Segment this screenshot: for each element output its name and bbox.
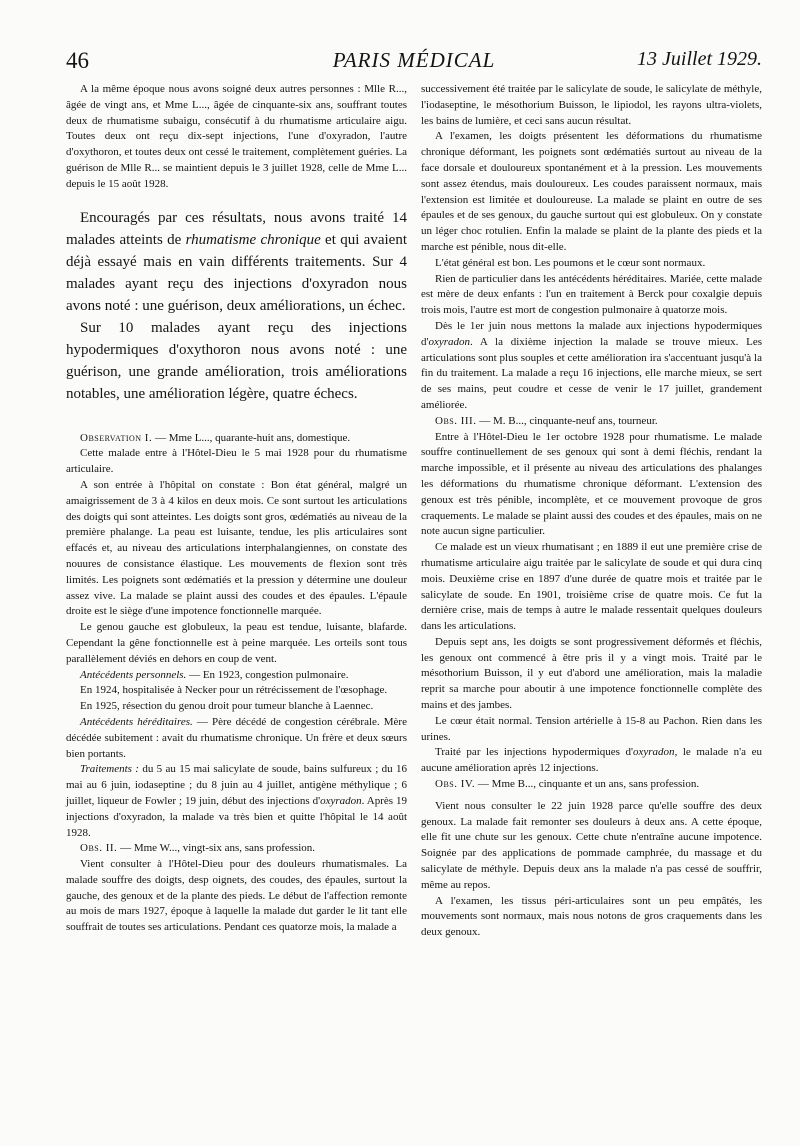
two-column-body [66, 82, 762, 941]
paragraph: Ce malade est un vieux rhumatisant ; en 1889 il eut une première crise de rhumatisme articulaire aigu traitée par le salicylate de soude et qui dura cinq mois. Deuxième crise en 1897 d'une durée de quatre mois et traitée par le salicylate de soude. En 1901, troisième crise de quatre mois. Ce fut la dernière crise, mais de temps à autre le malade ressentait quelques douleurs dans les articulations. [421, 541, 762, 633]
intro-paragraph: A la même époque nous avons soigné deux autres personnes : Mlle R..., âgée de vingt ans, et Mme L..., âgée de cinquante-six ans, souffrant toutes deux de rhumatisme subaigu, consécutif à du rhumatisme articulaire aigu. Toutes deux ont reçu dix-sept injections, l'une d'oxyradon, l'autre d'oxythoron, et toutes deux ont cessé le traitement, complètement guéries. La guérison de Mlle R... se maintient depuis le 3 juillet 1928, celle de Mme L... depuis le 15 août 1928. [66, 83, 407, 190]
antecedents-personnels: Antécédents personnels. — En 1923, congestion pulmonaire. [80, 668, 349, 681]
issue-date: 13 Juillet 1929. [637, 48, 762, 70]
paragraph: Cette malade entre à l'Hôtel-Dieu le 5 mai 1928 pour du rhumatisme articulaire. [66, 447, 407, 476]
summary-paragraph-1: Encouragés par ces résultats, nous avons traité 14 malades atteints de rhumatisme chronique et qui avaient déjà essayé mais en vain différents traitements. Sur 4 malades ayant reçu des injections d'oxyradon nous avons noté : une guérison, deux améliorations, un échec. [66, 209, 407, 314]
paragraph: Vient consulter à l'Hôtel-Dieu pour des douleurs rhumatismales. La malade souffre des doigts, desp oignets, des coudes, des épaules, surtout la gauche, des genoux et de la plante des pieds. Le début de l'affection remonte au mois de mars 1927, époque à laquelle la malade dut garder le lit tant elle souffrait de toutes ses articulations. Pendant ces quatorze mois, la malade a [66, 858, 407, 934]
paragraph: Depuis sept ans, les doigts se sont progressivement déformés et fléchis, les genoux ont commencé à être pris il y a vingt mois. Traité par le mésothorium Buisson, il y eut d'abord une amélioration, mais la maladie reprit sa marche pour aboutir à une impotence fonctionnelle complète des mains et des jambes. [421, 635, 762, 712]
left-column [66, 82, 407, 941]
right-column [421, 82, 762, 941]
paragraph: A l'examen, les tissus péri-articulaires sont un peu empâtés, les mouvements sont normaux, mais nous notons de gros craquements dans les deux genoux. [421, 894, 762, 939]
observation-3-heading: Obs. III. — M. B..., cinquante-neuf ans, tourneur. [435, 414, 658, 427]
paragraph: L'état général est bon. Les poumons et le cœur sont normaux. [435, 256, 706, 269]
traitements: Traitements : du 5 au 15 mai salicylate de soude, bains sulfureux ; du 16 mai au 6 juin, iodaseptine ; du 8 juin au 4 juillet, antigène méthylique ; 6 juillet, liqueur de Fowler ; 19 juin, début des injections d'oxyradon. Après 19 injections d'oxyradon, la malade va très bien et quitte l'hôpital le 14 août 1928. [66, 763, 407, 839]
paragraph: Traité par les injections hypodermiques d'oxyradon, le malade n'a eu aucune amélioration après 12 injections. [421, 746, 762, 775]
paragraph: A son entrée à l'hôpital on constate : Bon état général, malgré un amaigrissement de 3 à 4 kilos en deux mois. Ce sont surtout les articulations des doigts qui sont atteintes. Les doigts sont gros, œdématiés au niveau de la première phalange. La peau est luisante, tendue, les plis articulaires sont effacés et, au niveau des articulations interphalangiennes, on constate des nouures de consistance élastique. Les mouvements de flexion sont très limités. Les poignets sont œdématiés et la pression y détermine une douleur assez vive. La malade se plaint aussi des coudes et des épaules. L'épaule droite est le siège d'une impotence fonctionnelle marquée. [66, 478, 407, 618]
journal-title: PARIS MÉDICAL [332, 48, 496, 72]
paragraph: Le cœur était normal. Tension artérielle à 15-8 au Pachon. Rien dans les urines. [421, 714, 762, 743]
observation-2-heading: Obs. II. — Mme W..., vingt-six ans, sans profession. [80, 842, 316, 855]
paragraph: Vient nous consulter le 22 juin 1928 parce qu'elle souffre des deux genoux. La malade fait remonter ses douleurs à deux ans. A cette époque, elle fit une chute sur les genoux. Cette chute n'entraîne aucune impotence. Soignée par des applications de pommade camphrée, du massage et du salicylate de méthyle. Depuis deux ans la malade n'a pas cessé de souffrir, même au repos. [421, 799, 762, 891]
paragraph: A l'examen, les doigts présentent les déformations du rhumatisme chronique déformant, les poignets sont œdématiés surtout au niveau de la face dorsale et douloureux spontanément et à la pression. Les mouvements sont assez étendus, mais douloureux. Les coudes paraissent normaux, mais l'extension est limitée et douloureuse. La malade se plaint en outre de ses épaules et de ses genoux, du gauche surtout qui est globuleux. On y constate un léger choc rotulien. Enfin la malade se plaint de la plante des pieds et la marche est pénible, nous dit-elle. [421, 130, 762, 253]
paragraph: Entre à l'Hôtel-Dieu le 1er octobre 1928 pour rhumatisme. Le malade souffre continuellement de ses genoux qui sont à demi fléchis, rendant la marche impossible, et il présente au niveau des articulations des phalanges les déformations du rhumatisme chronique déformant. L'extension des genoux est très pénible, incomplète, et ce mouvement provoque de gros craquements. Le malade se plaint aussi des coudes et des épaules, mais on ne note aucun signe particulier. [421, 430, 762, 538]
paragraph: Le genou gauche est globuleux, la peau est tendue, luisante, blafarde. Cependant la gêne fonctionnelle est à peine marquée. Les orteils sont tous parallèlement déviés en dehors en coup de vent. [66, 621, 407, 665]
paragraph: successivement été traitée par le salicylate de soude, le salicylate de méthyle, l'iodaseptine, le mésothorium Buisson, le lipiodol, les rayons ultra-violets, les bains de lumière, et ceci sans aucun résultat. [421, 83, 762, 127]
observation-4-heading: Obs. IV. — Mme B..., cinquante et un ans, sans profession. [435, 778, 700, 791]
antecedents-hereditaires: Antécédents héréditaires. — Père décédé de congestion cérébrale. Mère décédée subitement : avait du rhumatisme chronique. Un frère et deux sœurs bien portants. [66, 715, 407, 760]
paragraph: En 1925, résection du genou droit pour tumeur blanche à Laennec. [80, 700, 374, 713]
paragraph: En 1924, hospitalisée à Necker pour un rétrécissement de l'œsophage. [80, 684, 388, 697]
paragraph: Dès le 1er juin nous mettons la malade aux injections hypodermiques d'oxyradon. A la dixième injection la malade se trouve mieux. Les articulations sont plus souples et cette amélioration ira s'accentuant jusqu'à la fin du traitement. La malade a reçu 16 injections, elle marche mieux, se sert de ses mains, peut coudre et cesse de venir le 17 juillet, grandement améliorée. [421, 319, 762, 411]
summary-paragraph-2: Sur 10 malades ayant reçu des injections hypodermiques d'oxythoron nous avons noté : une guérison, une grande amélioration, trois améliorations notables, une amélioration légère, quatre échecs. [66, 319, 407, 402]
paragraph: Rien de particulier dans les antécédents héréditaires. Mariée, cette malade est mère de deux enfants : l'un en traitement à Berck pour coxalgie depuis trois mois, l'autre est mort de congestion pulmonaire à quatorze mois. [421, 272, 762, 317]
observation-1-heading: Observation I. — Mme L..., quarante-huit ans, domestique. [80, 431, 351, 444]
page-header [66, 48, 762, 78]
page-number: 46 [66, 48, 89, 73]
